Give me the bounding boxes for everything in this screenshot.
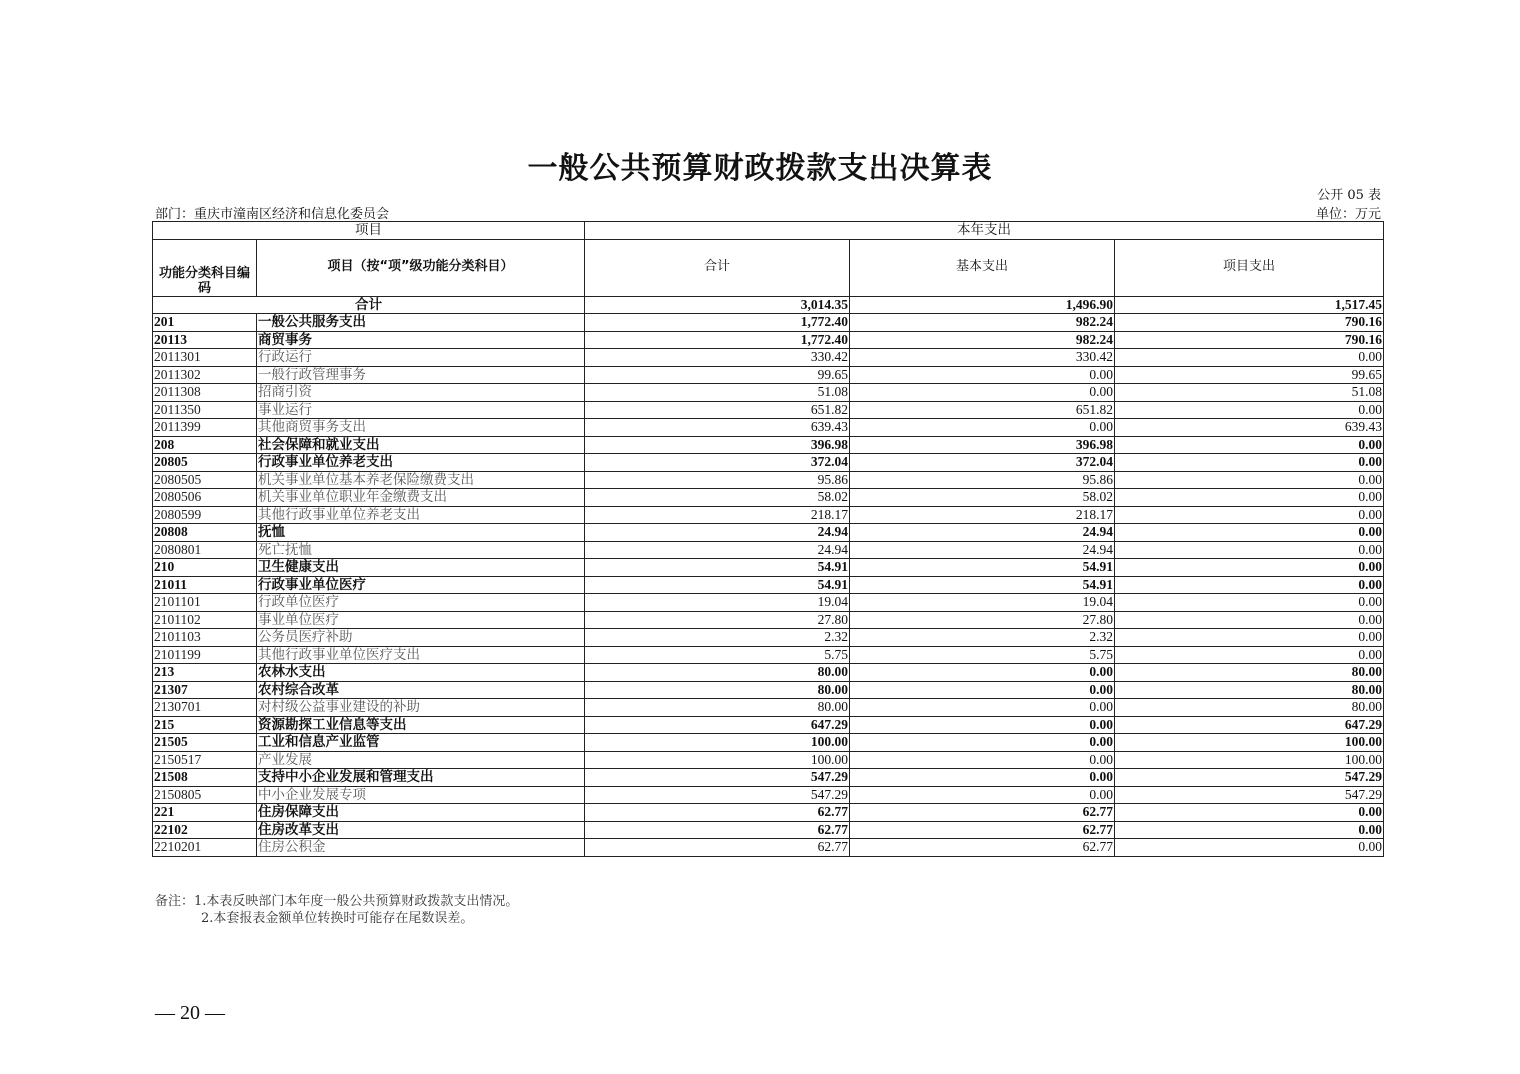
row-basic: 54.91 bbox=[850, 576, 1115, 594]
header-name: 项目（按“项”级功能分类科目） bbox=[257, 239, 585, 296]
row-project: 100.00 bbox=[1115, 751, 1384, 769]
row-total: 80.00 bbox=[585, 664, 850, 682]
row-code: 213 bbox=[153, 664, 257, 682]
note-line-2: 2.本套报表金额单位转换时可能存在尾数误差。 bbox=[201, 911, 474, 926]
row-project: 0.00 bbox=[1115, 349, 1384, 367]
row-code: 2150805 bbox=[153, 786, 257, 804]
row-project: 99.65 bbox=[1115, 366, 1384, 384]
row-name: 资源勘探工业信息等支出 bbox=[257, 716, 585, 734]
row-basic: 982.24 bbox=[850, 314, 1115, 332]
row-project: 51.08 bbox=[1115, 384, 1384, 402]
row-total: 100.00 bbox=[585, 751, 850, 769]
row-project: 80.00 bbox=[1115, 699, 1384, 717]
row-total: 62.77 bbox=[585, 804, 850, 822]
row-total: 651.82 bbox=[585, 401, 850, 419]
row-project: 80.00 bbox=[1115, 664, 1384, 682]
row-code: 2080506 bbox=[153, 489, 257, 507]
row-name: 农村综合改革 bbox=[257, 681, 585, 699]
table-row bbox=[153, 716, 1384, 734]
row-basic: 54.91 bbox=[850, 559, 1115, 577]
row-basic: 0.00 bbox=[850, 751, 1115, 769]
row-basic: 5.75 bbox=[850, 646, 1115, 664]
row-basic: 95.86 bbox=[850, 471, 1115, 489]
row-name: 产业发展 bbox=[257, 751, 585, 769]
row-name: 农林水支出 bbox=[257, 664, 585, 682]
row-project: 547.29 bbox=[1115, 786, 1384, 804]
row-name: 机关事业单位职业年金缴费支出 bbox=[257, 489, 585, 507]
row-project: 790.16 bbox=[1115, 314, 1384, 332]
row-code: 2011302 bbox=[153, 366, 257, 384]
row-name: 社会保障和就业支出 bbox=[257, 436, 585, 454]
row-code: 2101102 bbox=[153, 611, 257, 629]
row-code: 2101103 bbox=[153, 629, 257, 647]
row-code: 2011301 bbox=[153, 349, 257, 367]
row-project: 790.16 bbox=[1115, 331, 1384, 349]
total-basic: 1,496.90 bbox=[850, 296, 1115, 314]
row-name: 事业单位医疗 bbox=[257, 611, 585, 629]
row-project: 0.00 bbox=[1115, 489, 1384, 507]
row-total: 99.65 bbox=[585, 366, 850, 384]
row-basic: 58.02 bbox=[850, 489, 1115, 507]
row-total: 639.43 bbox=[585, 419, 850, 437]
row-code: 21508 bbox=[153, 769, 257, 787]
page-title: 一般公共预算财政拨款支出决算表 bbox=[527, 151, 993, 186]
row-code: 2080505 bbox=[153, 471, 257, 489]
row-total: 54.91 bbox=[585, 576, 850, 594]
row-code: 2080599 bbox=[153, 506, 257, 524]
row-project: 0.00 bbox=[1115, 559, 1384, 577]
row-total: 647.29 bbox=[585, 716, 850, 734]
row-name: 事业运行 bbox=[257, 401, 585, 419]
row-basic: 651.82 bbox=[850, 401, 1115, 419]
row-total: 19.04 bbox=[585, 594, 850, 612]
row-total: 372.04 bbox=[585, 454, 850, 472]
table-row bbox=[153, 471, 1384, 489]
table-row bbox=[153, 559, 1384, 577]
row-code: 20805 bbox=[153, 454, 257, 472]
row-total: 218.17 bbox=[585, 506, 850, 524]
table-row bbox=[153, 629, 1384, 647]
row-total: 24.94 bbox=[585, 541, 850, 559]
row-name: 其他商贸事务支出 bbox=[257, 419, 585, 437]
row-name: 其他行政事业单位养老支出 bbox=[257, 506, 585, 524]
row-name: 住房保障支出 bbox=[257, 804, 585, 822]
row-project: 547.29 bbox=[1115, 769, 1384, 787]
row-basic: 27.80 bbox=[850, 611, 1115, 629]
row-basic: 0.00 bbox=[850, 366, 1115, 384]
row-project: 0.00 bbox=[1115, 524, 1384, 542]
table-row bbox=[153, 524, 1384, 542]
row-code: 215 bbox=[153, 716, 257, 734]
row-code: 201 bbox=[153, 314, 257, 332]
row-basic: 2.32 bbox=[850, 629, 1115, 647]
row-code: 20113 bbox=[153, 331, 257, 349]
header-total: 合计 bbox=[585, 239, 850, 296]
row-total: 5.75 bbox=[585, 646, 850, 664]
row-basic: 218.17 bbox=[850, 506, 1115, 524]
row-project: 100.00 bbox=[1115, 734, 1384, 752]
row-name: 机关事业单位基本养老保险缴费支出 bbox=[257, 471, 585, 489]
row-total: 2.32 bbox=[585, 629, 850, 647]
row-total: 62.77 bbox=[585, 821, 850, 839]
row-name: 行政事业单位医疗 bbox=[257, 576, 585, 594]
row-basic: 0.00 bbox=[850, 699, 1115, 717]
note-line-1: 备注：1.本表反映部门本年度一般公共预算财政拨款支出情况。 bbox=[155, 894, 519, 909]
table-row bbox=[153, 681, 1384, 699]
row-total: 547.29 bbox=[585, 786, 850, 804]
notes bbox=[155, 893, 518, 927]
table-row bbox=[153, 436, 1384, 454]
row-basic: 0.00 bbox=[850, 769, 1115, 787]
row-project: 0.00 bbox=[1115, 471, 1384, 489]
table-row bbox=[153, 839, 1384, 857]
row-project: 0.00 bbox=[1115, 594, 1384, 612]
row-name: 其他行政事业单位医疗支出 bbox=[257, 646, 585, 664]
row-project: 0.00 bbox=[1115, 611, 1384, 629]
row-code: 21307 bbox=[153, 681, 257, 699]
row-basic: 0.00 bbox=[850, 419, 1115, 437]
row-total: 80.00 bbox=[585, 699, 850, 717]
row-total: 27.80 bbox=[585, 611, 850, 629]
row-project: 639.43 bbox=[1115, 419, 1384, 437]
row-code: 208 bbox=[153, 436, 257, 454]
total-label: 合计 bbox=[153, 296, 585, 314]
table-row bbox=[153, 576, 1384, 594]
table-row bbox=[153, 401, 1384, 419]
row-total: 1,772.40 bbox=[585, 314, 850, 332]
row-project: 0.00 bbox=[1115, 401, 1384, 419]
row-total: 80.00 bbox=[585, 681, 850, 699]
table-row bbox=[153, 699, 1384, 717]
row-basic: 0.00 bbox=[850, 681, 1115, 699]
row-total: 547.29 bbox=[585, 769, 850, 787]
table-row bbox=[153, 314, 1384, 332]
row-project: 0.00 bbox=[1115, 576, 1384, 594]
table-row bbox=[153, 331, 1384, 349]
row-name: 中小企业发展专项 bbox=[257, 786, 585, 804]
table-row bbox=[153, 804, 1384, 822]
table-row bbox=[153, 384, 1384, 402]
row-project: 0.00 bbox=[1115, 541, 1384, 559]
row-total: 95.86 bbox=[585, 471, 850, 489]
table-row bbox=[153, 349, 1384, 367]
row-code: 2101199 bbox=[153, 646, 257, 664]
row-project: 0.00 bbox=[1115, 506, 1384, 524]
row-code: 20808 bbox=[153, 524, 257, 542]
table-row bbox=[153, 734, 1384, 752]
row-code: 2130701 bbox=[153, 699, 257, 717]
row-name: 行政单位医疗 bbox=[257, 594, 585, 612]
row-total: 330.42 bbox=[585, 349, 850, 367]
row-code: 2210201 bbox=[153, 839, 257, 857]
row-basic: 372.04 bbox=[850, 454, 1115, 472]
row-code: 2011308 bbox=[153, 384, 257, 402]
row-basic: 0.00 bbox=[850, 384, 1115, 402]
row-basic: 0.00 bbox=[850, 716, 1115, 734]
row-code: 221 bbox=[153, 804, 257, 822]
department-label: 部门：重庆市潼南区经济和信息化委员会 bbox=[155, 207, 390, 222]
row-basic: 24.94 bbox=[850, 524, 1115, 542]
row-basic: 62.77 bbox=[850, 821, 1115, 839]
total-total: 3,014.35 bbox=[585, 296, 850, 314]
row-name: 卫生健康支出 bbox=[257, 559, 585, 577]
header-current-year-expense: 本年支出 bbox=[585, 222, 1384, 240]
unit-label: 单位：万元 bbox=[1315, 207, 1381, 222]
row-basic: 0.00 bbox=[850, 786, 1115, 804]
row-name: 行政事业单位养老支出 bbox=[257, 454, 585, 472]
row-project: 0.00 bbox=[1115, 821, 1384, 839]
row-project: 0.00 bbox=[1115, 629, 1384, 647]
header-basic: 基本支出 bbox=[850, 239, 1115, 296]
page-number: — 20 — bbox=[155, 1002, 225, 1024]
row-basic: 982.24 bbox=[850, 331, 1115, 349]
row-total: 58.02 bbox=[585, 489, 850, 507]
row-code: 21505 bbox=[153, 734, 257, 752]
table-row bbox=[153, 366, 1384, 384]
row-total: 62.77 bbox=[585, 839, 850, 857]
table-row bbox=[153, 821, 1384, 839]
table-row bbox=[153, 541, 1384, 559]
row-name: 招商引资 bbox=[257, 384, 585, 402]
row-name: 一般公共服务支出 bbox=[257, 314, 585, 332]
row-code: 21011 bbox=[153, 576, 257, 594]
row-name: 支持中小企业发展和管理支出 bbox=[257, 769, 585, 787]
row-code: 2011399 bbox=[153, 419, 257, 437]
table-header-row-1 bbox=[153, 222, 1384, 240]
row-name: 公务员医疗补助 bbox=[257, 629, 585, 647]
table-row bbox=[153, 454, 1384, 472]
row-basic: 24.94 bbox=[850, 541, 1115, 559]
header-project-expense: 项目支出 bbox=[1115, 239, 1384, 296]
row-code: 2150517 bbox=[153, 751, 257, 769]
row-total: 24.94 bbox=[585, 524, 850, 542]
row-code: 2011350 bbox=[153, 401, 257, 419]
header-code bbox=[153, 239, 257, 296]
row-basic: 0.00 bbox=[850, 734, 1115, 752]
row-project: 0.00 bbox=[1115, 454, 1384, 472]
row-basic: 19.04 bbox=[850, 594, 1115, 612]
row-total: 54.91 bbox=[585, 559, 850, 577]
table-row bbox=[153, 419, 1384, 437]
table-row bbox=[153, 489, 1384, 507]
row-project: 0.00 bbox=[1115, 436, 1384, 454]
row-basic: 62.77 bbox=[850, 839, 1115, 857]
total-row bbox=[153, 296, 1384, 314]
row-basic: 396.98 bbox=[850, 436, 1115, 454]
table-row bbox=[153, 594, 1384, 612]
row-name: 商贸事务 bbox=[257, 331, 585, 349]
row-basic: 0.00 bbox=[850, 664, 1115, 682]
expense-table bbox=[152, 221, 1384, 857]
row-code: 210 bbox=[153, 559, 257, 577]
row-project: 0.00 bbox=[1115, 839, 1384, 857]
row-name: 对村级公益事业建设的补助 bbox=[257, 699, 585, 717]
row-total: 100.00 bbox=[585, 734, 850, 752]
row-total: 51.08 bbox=[585, 384, 850, 402]
row-total: 396.98 bbox=[585, 436, 850, 454]
table-row bbox=[153, 646, 1384, 664]
row-name: 抚恤 bbox=[257, 524, 585, 542]
header-project: 项目 bbox=[153, 222, 585, 240]
table-row bbox=[153, 506, 1384, 524]
row-project: 0.00 bbox=[1115, 646, 1384, 664]
table-row bbox=[153, 769, 1384, 787]
row-name: 工业和信息产业监管 bbox=[257, 734, 585, 752]
row-name: 死亡抚恤 bbox=[257, 541, 585, 559]
row-basic: 62.77 bbox=[850, 804, 1115, 822]
row-code: 22102 bbox=[153, 821, 257, 839]
row-total: 1,772.40 bbox=[585, 331, 850, 349]
table-row bbox=[153, 611, 1384, 629]
table-row bbox=[153, 786, 1384, 804]
table-row bbox=[153, 664, 1384, 682]
row-name: 住房公积金 bbox=[257, 839, 585, 857]
table-header-row-2 bbox=[153, 239, 1384, 296]
row-name: 一般行政管理事务 bbox=[257, 366, 585, 384]
row-name: 行政运行 bbox=[257, 349, 585, 367]
total-project: 1,517.45 bbox=[1115, 296, 1384, 314]
row-project: 80.00 bbox=[1115, 681, 1384, 699]
form-number: 公开 05 表 bbox=[1317, 188, 1381, 203]
row-name: 住房改革支出 bbox=[257, 821, 585, 839]
header-code-text: 功能分类科目编码 bbox=[158, 265, 250, 296]
row-project: 647.29 bbox=[1115, 716, 1384, 734]
table-row bbox=[153, 751, 1384, 769]
row-code: 2101101 bbox=[153, 594, 257, 612]
row-basic: 330.42 bbox=[850, 349, 1115, 367]
row-project: 0.00 bbox=[1115, 804, 1384, 822]
row-code: 2080801 bbox=[153, 541, 257, 559]
